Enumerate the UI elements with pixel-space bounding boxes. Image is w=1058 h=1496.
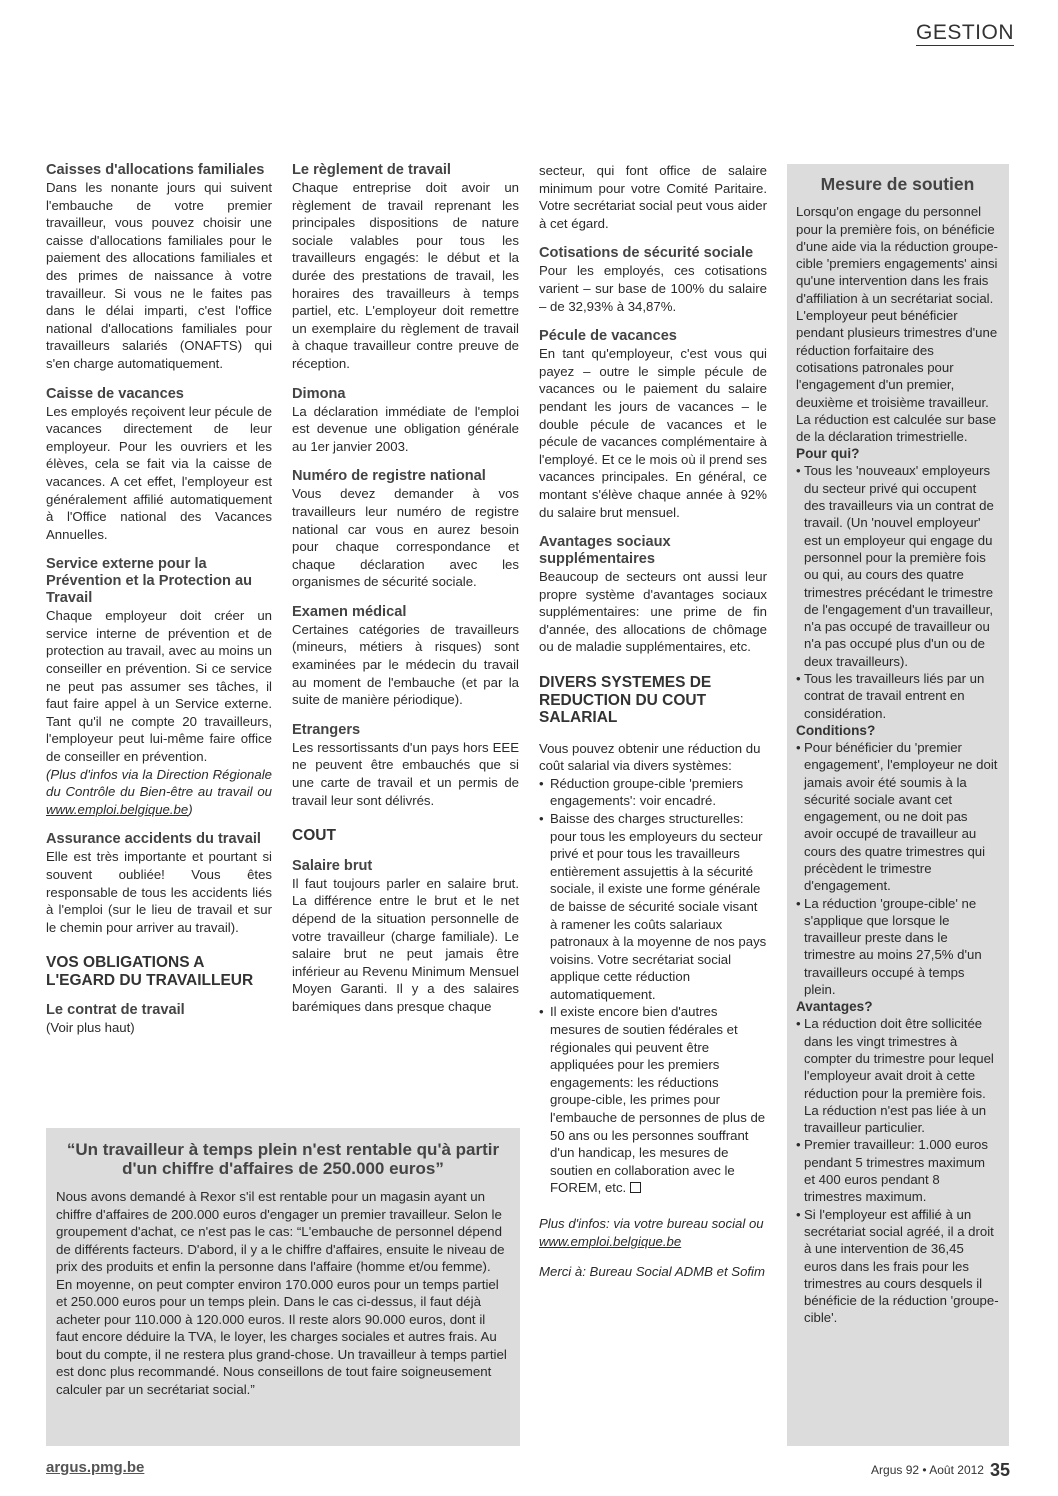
heading-dimona: Dimona xyxy=(292,385,346,402)
support-sidebar xyxy=(787,164,1009,1446)
heading-registre: Numéro de registre national xyxy=(292,468,486,485)
text-allocations: Dans les nonante jours qui suivent l'embauche de votre premier travailleur, vous pouvez choisir une caisse d'allocations familiales pour le paiement des allocations familiales et des primes de naissance à votre travailleur. Si vous ne le faites pas dans le délai imparti, c'est l'office national d'allocations familiales pour travailleurs salariés (ONAFTS) qui s'en charge automatiquement. xyxy=(46,180,272,371)
text-salaire-brut: Il faut toujours parler en salaire brut. La différence entre le brut et le net dépend de la situation personnelle de votre travailleur (charge familiale). Le salaire brut ne peut jamais être inférieur au Revenu Minimum Mensuel Moyen Garanti. Il y a des salaires barémiques dans presque chaque xyxy=(292,875,519,1014)
list-item-text: Il existe encore bien d'autres mesures de soutien fédérales et régionales qui peuvent être appliquées pour les premiers engagements: les réductions groupe-cible, les primes pour l'embauche de personnes de plus de 50 ans ou les personnes souffrant d'un handicap, les mesures de soutien en collaboration avec le FOREM, etc. xyxy=(550,1004,766,1196)
list-item: • Réduction groupe-cible 'premiers engagements': voir encadré. xyxy=(539,775,767,810)
footer-issue xyxy=(871,1460,1010,1481)
heading-contrat: Le contrat de travail xyxy=(46,1002,185,1019)
column-1 xyxy=(46,162,272,1037)
text-dimona: La déclaration immédiate de l'emploi est devenue une obligation générale au 1er janvier 2003. xyxy=(292,403,519,454)
quote-title: “Un travailleur à temps plein n'est rentable qu'à partir d'un chiffre d'affaires de 250.000 euros” xyxy=(66,1140,500,1178)
heading-reduction-cout: DIVERS SYSTEMES DE REDUCTION DU COUT SALARIAL xyxy=(539,674,712,727)
more-info-link[interactable]: www.emploi.belgique.be xyxy=(539,1233,682,1249)
text-assurance: Elle est très importante et pourtant si souvent oubliée! Vous êtes responsable de tous les accidents liés à l'emploi (sur le lieu de travail et sur le chemin pour arriver au travail). xyxy=(46,849,272,935)
list-item xyxy=(539,1003,767,1197)
text-avantages-sociaux: Beaucoup de secteurs ont aussi leur propre système d'avantages sociaux supplémentaires: une prime de fin d'année, des allocations de chômage ou de maladie supplémentaires, etc. xyxy=(539,569,767,655)
list-item: • La réduction doit être sollicitée dans les vingt trimestres à compter du trimestre pour lequel l'employeur avait droit à cette réduction pour la première fois. La réduction n'est pas liée à un travailleur particulier. xyxy=(796,1015,999,1136)
quote-box xyxy=(46,1128,520,1446)
text-contrat: (Voir plus haut) xyxy=(46,1020,135,1036)
heading-service-externe: Service externe pour la Prévention et la Protection au Travail xyxy=(46,556,252,607)
heading-allocations: Caisses d'allocations familiales xyxy=(46,162,265,178)
issue-label: Argus 92 • Août 2012 xyxy=(871,1463,984,1477)
section-tag: GESTION xyxy=(915,21,1014,44)
heading-reglement: Le règlement de travail xyxy=(292,162,451,178)
note-end: ) xyxy=(188,801,193,817)
heading-pecule: Pécule de vacances xyxy=(539,328,677,345)
page-number: 35 xyxy=(989,1460,1010,1480)
text-registre: Vous devez demander à vos travailleurs leur numéro de registre national car vous en aurez besoin pour chaque correspondance et chaque déclaration avec les organismes de sécurité sociale. xyxy=(292,486,519,590)
emploi-link[interactable]: www.emploi.belgique.be xyxy=(46,801,189,817)
column-2 xyxy=(292,162,519,1015)
quote-body: Nous avons demandé à Rexor s'il est rentable pour un magasin ayant un chiffre d'affaires de 200.000 euros d'engager un premier travailleur. Selon le groupement d'achat, ce n'est pas le cas: “L'embauche de personnel dépend de différents facteurs. D'abord, il y a le chiffre d'affaires, ensuite le niveau de prix des produits et enfin la personne dans l'affaire (homme et/ou femme). En moyenne, on peut compter environ 170.000 euros pour un temps partiel et 250.000 euros pour un temps plein. Dans le cas ci-dessus, il faut déjà acheter pour 110.000 à 120.000 euros. Il reste alors 90.000 euros, dont il faut encore déduire la TVA, le loyer, les charges sociales et autres frais. Au bout du compte, il ne restera plus grand-chose. Un travailleur à temps partiel est donc plus recommandé. Nous conseillons de tout faire soigneusement calculer par un secrétariat social.” xyxy=(56,1189,507,1397)
heading-examen: Examen médical xyxy=(292,603,407,620)
note-text: (Plus d'infos via la Direction Régionale du Contrôle du Bien-être au travail ou xyxy=(46,766,272,800)
heading-obligations: VOS OBLIGATIONS A L'EGARD DU TRAVAILLEUR xyxy=(46,954,254,989)
pour-qui-list xyxy=(796,462,999,721)
sidebar-q-conditions: Conditions? xyxy=(796,722,876,738)
heading-cotisations: Cotisations de sécurité sociale xyxy=(539,245,754,262)
text-cotisations: Pour les employés, ces cotisations varient – sur base de 100% du salaire – de 32,93% à 34,87%. xyxy=(539,263,767,314)
text-reduction-intro: Vous pouvez obtenir une réduction du coût salarial via divers systèmes: xyxy=(539,740,761,774)
sidebar-q-avantages: Avantages? xyxy=(796,999,873,1015)
heading-avantages-sociaux: Avantages sociaux supplémentaires xyxy=(539,534,671,568)
list-item: • Tous les travailleurs liés par un contrat de travail entrent en considération. xyxy=(796,670,999,722)
sidebar-q-pour-qui: Pour qui? xyxy=(796,446,860,462)
note-service-externe xyxy=(46,766,272,819)
heading-etrangers: Etrangers xyxy=(292,721,361,738)
thanks-text: Merci à: Bureau Social ADMB et Sofim xyxy=(539,1264,765,1280)
end-square-icon xyxy=(630,1182,641,1193)
text-caisse-vacances: Les employés reçoivent leur pécule de vacances directement de leur employeur. Pour les ouvriers et les élèves, cela se fait via la caisse de vacances. A cet effet, l'employeur est généralement affilié automatiquement à l'Office national des Vacances Annuelles. xyxy=(46,403,272,542)
list-item: • Si l'employeur est affilié à un secrétariat social agréé, il a droit à une intervention de 36,45 euros dans les frais pour les trimestres au cours desquels il bénéficie de la réduction 'groupe-cible'. xyxy=(796,1206,999,1327)
heading-salaire-brut: Salaire brut xyxy=(292,857,373,874)
text-reglement: Chaque entreprise doit avoir un règlement de travail reprenant les principales dispositions de nature sociale valables pour tous les travailleurs engagés: le début et la durée des prestations de travail, les horaires des travailleurs à temps partiel, etc. L'employeur doit remettre un exemplaire du règlement de travail à chaque travailleur contre preuve de réception. xyxy=(292,180,519,371)
reduction-list xyxy=(539,775,767,1197)
avantages-list xyxy=(796,1015,999,1326)
list-item: • Baisse des charges structurelles: pour tous les employeurs du secteur privé et pour tous les travailleurs entièrement assujettis à la sécurité sociale, il existe une forme générale de baisse de sécurité sociale visant à ramener les coûts salariaux patronaux à la moyenne de nos pays voisins. Votre secrétariat social applique cette réduction automatiquement. xyxy=(539,810,767,1004)
more-info xyxy=(539,1215,767,1250)
conditions-list xyxy=(796,739,999,998)
heading-cout: COUT xyxy=(292,827,336,845)
sidebar-intro: Lorsqu'on engage du personnel pour la première fois, on bénéficie d'une aide via la réduction groupe-cible 'premiers engagements' ainsi qu'une intervention dans les frais d'affiliation à un secrétariat social. L'employeur peut bénéficier pendant plusieurs trimestres d'une réduction forfaitaire des cotisations patronales pour l'engagement d'un premier, deuxième et troisième travailleur. La réduction est calculée sur base de la déclaration trimestrielle. xyxy=(796,204,998,445)
footer-site-link[interactable]: argus.pmg.be xyxy=(46,1459,145,1476)
heading-assurance: Assurance accidents du travail xyxy=(46,831,261,848)
text-pecule: En tant qu'employeur, c'est vous qui payez – outre le simple pécule de vacances ou le paiement du salaire pendant les jours de vacances – le double pécule de vacances et le pécule de vacances complémentaire à l'employé. Et ce le mois où il prend ses vacances principales. En général, ce montant s'élève chaque année à 92% du salaire brut mensuel. xyxy=(539,346,767,520)
column-3 xyxy=(539,162,767,1281)
more-info-text: Plus d'infos: via votre bureau social ou xyxy=(539,1216,764,1231)
list-item: • Pour bénéficier du 'premier engagement', l'employeur ne doit jamais avoir été soumis à la sécurité sociale avant cet engagement, ou ne doit pas avoir occupé de travailleur au cours des quatre trimestres qui précèdent le trimestre d'engagement. xyxy=(796,739,999,895)
list-item: • La réduction 'groupe-cible' ne s'applique que lorsque le travailleur preste dans le trimestre au moins 27,5% d'un travailleurs occupé à temps plein. xyxy=(796,895,999,999)
text-secteur: secteur, qui font office de salaire minimum pour votre Comité Paritaire. Votre secrétariat social peut vous aider à cet égard. xyxy=(539,163,767,231)
list-item: • Tous les 'nouveaux' employeurs du secteur privé qui occupent des travailleurs via un contrat de travail. (Un 'nouvel employeur' est un employeur qui engage du personnel pour la première fois ou qui, au cours des quatre trimestres précédant le trimestre de l'engagement d'un travailleur, n'a pas occupé de travailleur ou n'a pas occupé plus d'un ou de deux travailleurs). xyxy=(796,462,999,670)
sidebar-title: Mesure de soutien xyxy=(820,174,975,194)
text-etrangers: Les ressortissants d'un pays hors EEE ne peuvent être embauchés que si une carte de travail et un permis de travail leur sont délivrés. xyxy=(292,739,519,808)
text-service-externe: Chaque employeur doit créer un service interne de prévention et de protection au travail, avec au moins un conseiller en prévention. Si ce service ne peut pas assumer ses tâches, il faut faire appel à un Service externe. Tant qu'il ne compte 20 travailleurs, l'employeur peut lui-même faire office de conseiller en prévention. xyxy=(46,608,272,765)
heading-caisse-vacances: Caisse de vacances xyxy=(46,385,184,402)
text-examen: Certaines catégories de travailleurs (mineurs, métiers à risques) sont examinées par le médecin du travail au moment de l'embauche (et par la suite de manière périodique). xyxy=(292,621,519,708)
list-item: • Premier travailleur: 1.000 euros pendant 5 trimestres maximum et 400 euros pendant 8 trimestres maximum. xyxy=(796,1136,999,1205)
